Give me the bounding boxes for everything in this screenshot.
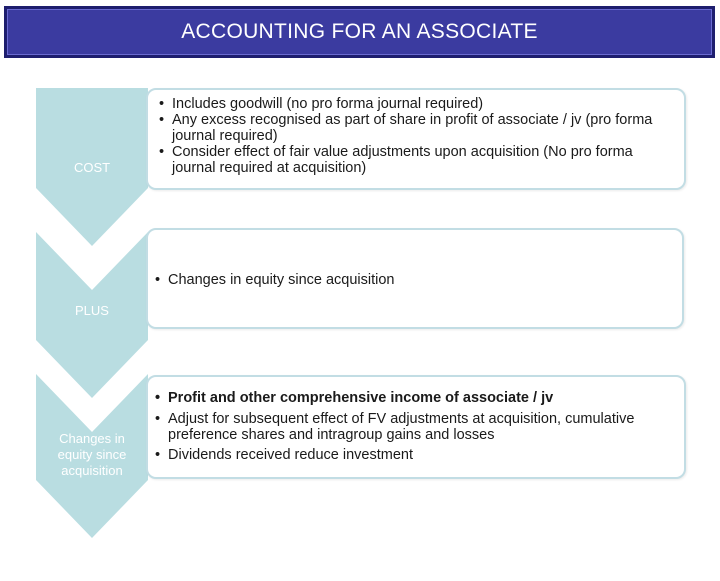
bullet-item: • Profit and other comprehensive income of associate / jv bbox=[152, 390, 678, 406]
step-box-cost bbox=[146, 88, 686, 190]
bullet-item: • Consider effect of fair value adjustments upon acquisition (No pro forma journal required at acquisition) bbox=[156, 144, 678, 176]
bullet-item: • Changes in equity since acquisition bbox=[152, 272, 682, 288]
step-label-plus: PLUS bbox=[75, 303, 109, 318]
bullet-item: • Adjust for subsequent effect of FV adjustments at acquisition, cumulative preference shares and intragroup gains and losses bbox=[152, 411, 678, 443]
step-label-changes: Changes in equity since acquisition bbox=[57, 431, 127, 478]
page-title: ACCOUNTING FOR AN ASSOCIATE bbox=[181, 20, 538, 43]
bullet-item: • Includes goodwill (no pro forma journal required) bbox=[156, 96, 678, 112]
step-label-cost: COST bbox=[73, 160, 111, 175]
bullet-item: • Dividends received reduce investment bbox=[152, 447, 678, 463]
step-box-changes bbox=[146, 375, 686, 479]
bullet-item: • Any excess recognised as part of share in profit of associate / jv (pro forma journal required) bbox=[156, 112, 678, 144]
step-box-plus bbox=[146, 228, 684, 329]
